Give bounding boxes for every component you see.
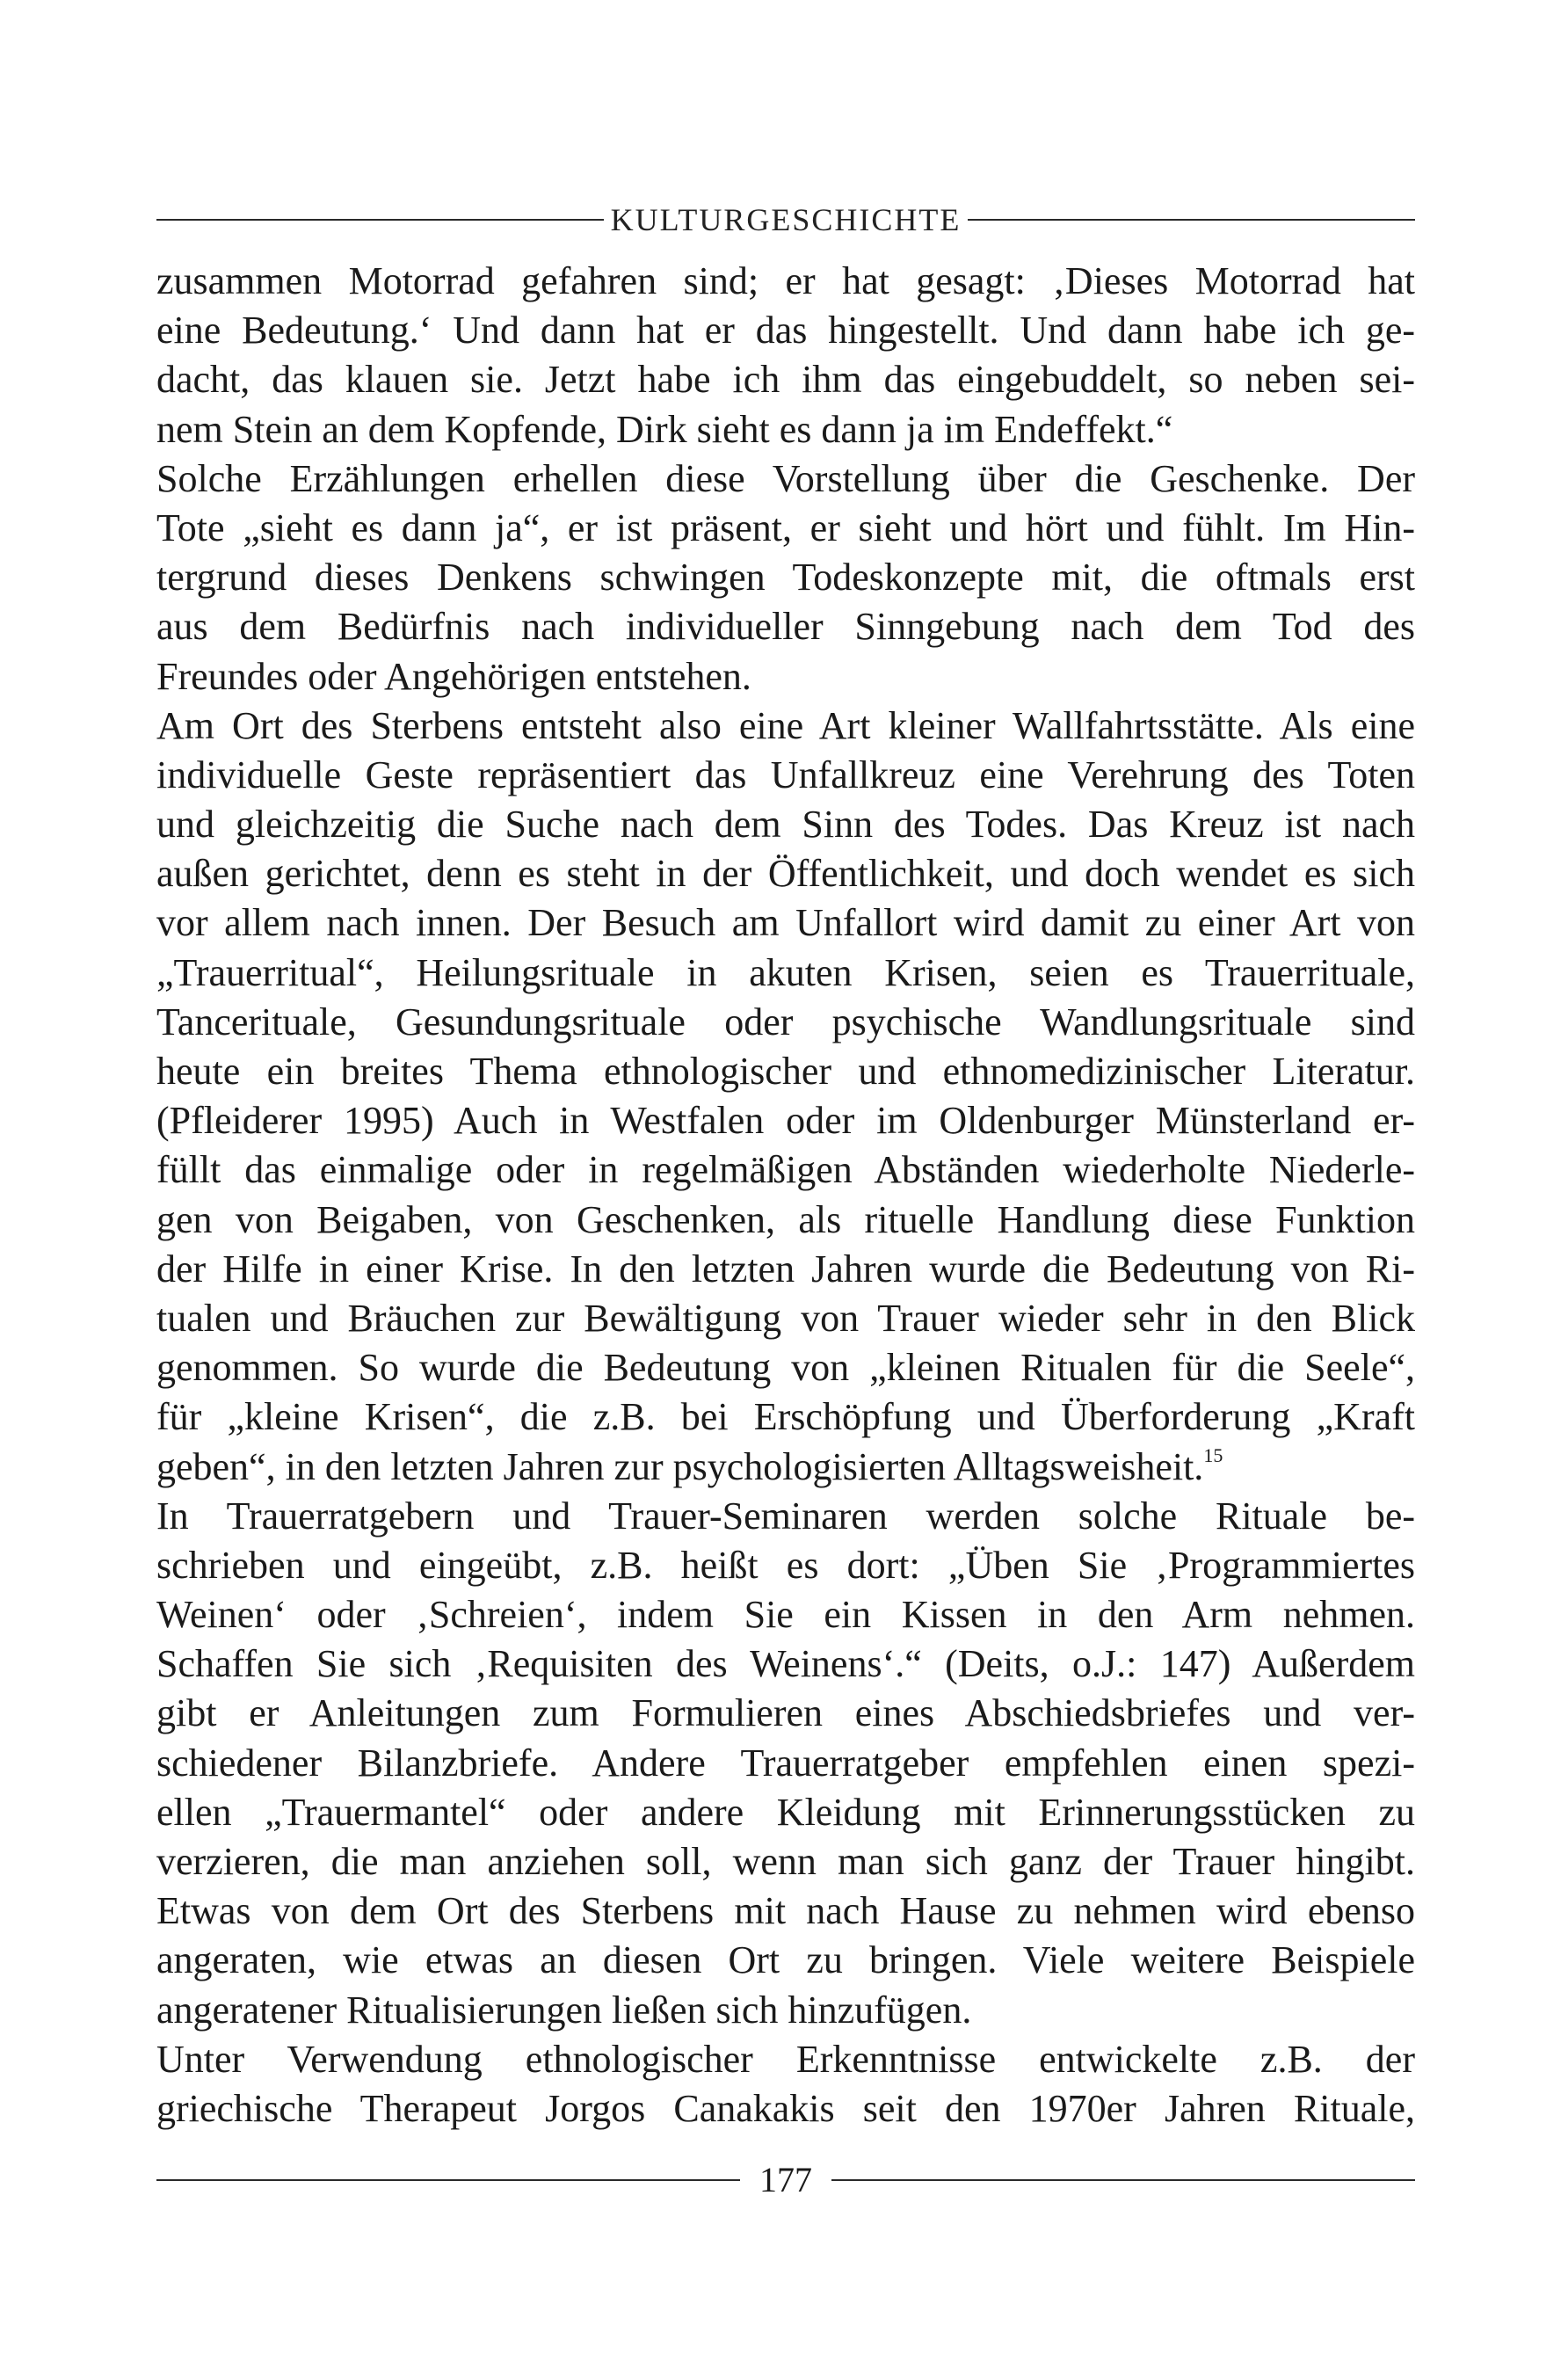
text-line: Solche Erzählungen erhellen diese Vorstellung über die Geschenke. Der	[156, 456, 1415, 500]
text-line: ellen „Trauermantel“ oder andere Kleidung mit Erinnerungsstücken zu	[156, 1790, 1415, 1834]
text-line: In Trauerratgebern und Trauer-Seminaren werden solche Rituale be-	[156, 1494, 1415, 1538]
text-line: zusammen Motorrad gefahren sind; er hat gesagt: ‚Dieses Motorrad hat	[156, 259, 1415, 302]
page-footer	[156, 2156, 1415, 2205]
text-line: Etwas von dem Ort des Sterbens mit nach Hause zu nehmen wird ebenso	[156, 1889, 1415, 1933]
page-number: 177	[759, 2160, 812, 2199]
text-line: vor allem nach innen. Der Besuch am Unfallort wird damit zu einer Art von	[156, 901, 1415, 945]
text-line: nem Stein an dem Kopfende, Dirk sieht es dann ja im Endeffekt.“	[156, 407, 1173, 451]
text-line: dacht, das klauen sie. Jetzt habe ich ihm das eingebuddelt, so neben sei-	[156, 358, 1415, 402]
header-rule-right	[968, 219, 1415, 221]
text-line: griechische Therapeut Jorgos Canakakis seit den 1970er Jahren Rituale,	[156, 2086, 1415, 2130]
text-line: eine Bedeutung.‘ Und dann hat er das hingestellt. Und dann habe ich ge-	[156, 309, 1415, 353]
running-header	[156, 195, 1415, 244]
text-line: gen von Beigaben, von Geschenken, als rituelle Handlung diese Funktion	[156, 1197, 1415, 1241]
text-line: Am Ort des Sterbens entsteht also eine Art kleiner Wallfahrtsstätte. Als eine	[156, 703, 1415, 747]
text-line: schiedener Bilanzbriefe. Andere Trauerratgeber empfehlen einen spezi-	[156, 1741, 1415, 1785]
header-rule-left	[156, 219, 604, 221]
text-line: Tancerituale, Gesundungsrituale oder psychische Wandlungsrituale sind	[156, 1000, 1415, 1043]
text-line: füllt das einmalige oder in regelmäßigen Abständen wiederholte Niederle-	[156, 1148, 1415, 1192]
text-line: „Trauerritual“, Heilungsrituale in akuten Krisen, seien es Trauerrituale,	[156, 950, 1415, 994]
text-line: der Hilfe in einer Krise. In den letzten Jahren wurde die Bedeutung von Ri-	[156, 1247, 1415, 1290]
text-line: heute ein breites Thema ethnologischer und ethnomedizinischer Literatur.	[156, 1050, 1415, 1093]
text-line-with-footnote	[156, 1443, 1415, 1492]
text-line: tergrund dieses Denkens schwingen Todeskonzepte mit, die oftmals erst	[156, 556, 1415, 600]
footer-rule-right	[831, 2179, 1415, 2181]
text-line: angeraten, wie etwas an diesen Ort zu bringen. Viele weitere Beispiele	[156, 1938, 1415, 1982]
text-line: verzieren, die man anziehen soll, wenn man sich ganz der Trauer hingibt.	[156, 1840, 1415, 1883]
text-line: tualen und Bräuchen zur Bewältigung von Trauer wieder sehr in den Blick	[156, 1296, 1415, 1340]
header-title: KULTURGESCHICHTE	[610, 202, 962, 237]
text-line: geben“, in den letzten Jahren zur psychologisierten Alltagsweisheit.	[156, 1444, 1204, 1488]
text-line: außen gerichtet, denn es steht in der Öffentlichkeit, und doch wendet es sich	[156, 852, 1415, 896]
text-line: Freundes oder Angehörigen entstehen.	[156, 654, 751, 698]
body-text	[156, 257, 1415, 2134]
text-line: aus dem Bedürfnis nach individueller Sinngebung nach dem Tod des	[156, 605, 1415, 649]
text-line: Unter Verwendung ethnologischer Erkenntnisse entwickelte z.B. der	[156, 2037, 1415, 2081]
text-line: gibt er Anleitungen zum Formulieren eines Abschiedsbriefes und ver-	[156, 1691, 1415, 1735]
text-line: Weinen‘ oder ‚Schreien‘, indem Sie ein Kissen in den Arm nehmen.	[156, 1593, 1415, 1637]
text-line: individuelle Geste repräsentiert das Unfallkreuz eine Verehrung des Toten	[156, 752, 1415, 796]
text-line: schrieben und eingeübt, z.B. heißt es dort: „Üben Sie ‚Programmiertes	[156, 1543, 1415, 1587]
footnote-reference: 15	[1203, 1443, 1223, 1466]
text-line: (Pfleiderer 1995) Auch in Westfalen oder im Oldenburger Münsterland er-	[156, 1099, 1415, 1143]
text-line: angeratener Ritualisierungen ließen sich hinzufügen.	[156, 1988, 972, 2032]
text-line: genommen. So wurde die Bedeutung von „kleinen Ritualen für die Seele“,	[156, 1346, 1415, 1390]
text-line: für „kleine Krisen“, die z.B. bei Erschöpfung und Überforderung „Kraft	[156, 1395, 1415, 1439]
text-line: Tote „sieht es dann ja“, er ist präsent, er sieht und hört und fühlt. Im Hin-	[156, 505, 1415, 549]
footer-rule-left	[156, 2179, 740, 2181]
text-line: und gleichzeitig die Suche nach dem Sinn des Todes. Das Kreuz ist nach	[156, 803, 1415, 847]
text-line: Schaffen Sie sich ‚Requisiten des Weinens‘.“ (Deits, o.J.: 147) Außerdem	[156, 1642, 1415, 1686]
